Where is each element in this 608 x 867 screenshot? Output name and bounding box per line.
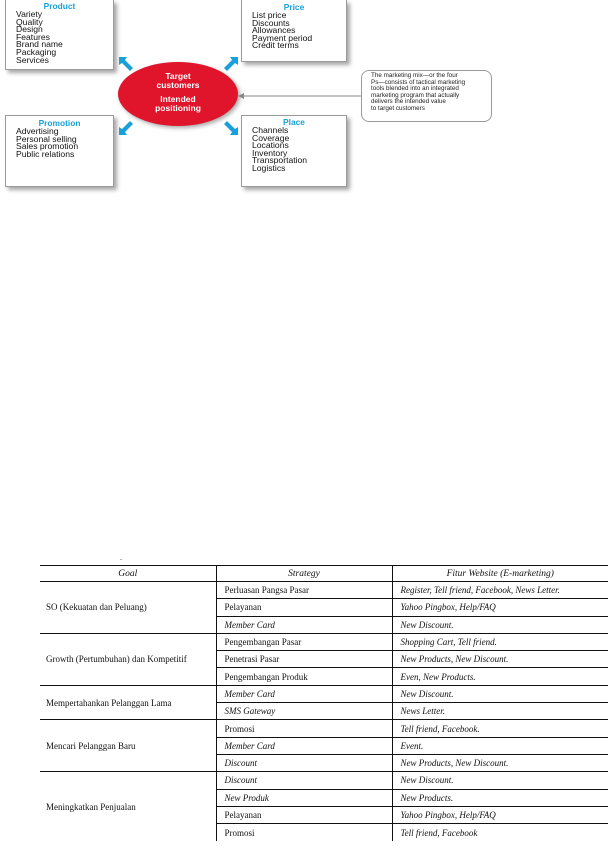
feature-cell: Yahoo Pingbox, Help/FAQ (392, 599, 608, 616)
product-item: Variety (16, 9, 43, 19)
stray-mark: - (120, 557, 122, 563)
strategy-cell: Pengembangan Pasar (216, 633, 392, 650)
goal-cell: Mempertahankan Pelanggan Lama (40, 685, 216, 720)
strategy-cell: Member Card (216, 616, 392, 633)
callout-line: The marketing mix—or the four (371, 72, 458, 79)
place-item: Locations (252, 140, 289, 151)
product-item: Quality (16, 16, 43, 27)
strategy-cell: Promosi (216, 720, 392, 737)
callout-line: to target customers (371, 104, 425, 112)
place-item: Channels (252, 125, 289, 135)
callout-line: tools blended into an integrated (371, 85, 459, 93)
price-item: Credit terms (252, 40, 299, 51)
callout-line: delivers the intended value (371, 98, 446, 106)
arrow-up-right-icon (117, 119, 135, 137)
table-row (40, 685, 608, 702)
place-box (241, 115, 347, 187)
place-item: Transportation (252, 155, 308, 166)
strategy-cell: SMS Gateway (216, 703, 392, 720)
price-title: Price (283, 2, 305, 12)
goal-cell: Mencari Pelanggan Baru (40, 720, 216, 772)
table-row (40, 772, 608, 789)
price-item: Discounts (252, 17, 290, 28)
center-line: Intended (160, 94, 196, 104)
strategy-cell: Member Card (216, 685, 392, 702)
strategy-cell: Discount (216, 754, 392, 771)
callout-line: Ps—consists of tactical marketing (371, 78, 466, 86)
strategy-cell: Penetrasi Pasar (216, 651, 392, 668)
promotion-box (5, 115, 114, 187)
product-title: Product (43, 1, 76, 11)
strategy-cell: Discount (216, 772, 392, 789)
center-line: customers (156, 79, 200, 90)
callout-line: marketing program that actually (371, 91, 460, 99)
table-header-row (40, 566, 608, 582)
center-line: positioning (155, 102, 201, 113)
feature-cell: News Letter. (392, 703, 608, 720)
promotion-item: Sales promotion (16, 141, 79, 152)
price-item: Payment period (252, 32, 313, 43)
center-line: Target (165, 71, 191, 81)
place-item: Logistics (252, 162, 286, 173)
table-row (40, 582, 608, 599)
strategy-cell: Pelayanan (216, 806, 392, 823)
strategy-cell: Promosi (216, 824, 392, 841)
goal-cell: Growth (Pertumbuhan) dan Kompetitif (40, 633, 216, 685)
arrow-up-left-icon (222, 119, 240, 137)
header-strategy: Strategy (216, 566, 392, 582)
strategy-cell: Member Card (216, 737, 392, 754)
strategy-cell: New Produk (216, 789, 392, 806)
marketing-mix-callout (361, 70, 492, 122)
arrow-down-left-icon (222, 55, 240, 73)
product-item: Services (16, 54, 49, 65)
target-customers-ellipse (118, 62, 238, 126)
feature-cell: Event. (392, 737, 608, 754)
place-title: Place (283, 117, 305, 127)
header-goal: Goal (40, 566, 216, 582)
feature-cell: New Discount. (392, 685, 608, 702)
feature-cell: Register, Tell friend, Facebook, News Letter. (392, 582, 608, 599)
goal-cell: SO (Kekuatan dan Peluang) (40, 582, 216, 634)
strategy-cell: Perluasan Pangsa Pasar (216, 582, 392, 599)
feature-cell: New Products, New Discount. (392, 651, 608, 668)
strategy-cell: Pelayanan (216, 599, 392, 616)
place-item: Coverage (252, 132, 290, 143)
strategy-cell: Pengembangan Produk (216, 668, 392, 685)
feature-cell: Shopping Cart, Tell friend. (392, 633, 608, 650)
promotion-title: Promotion (38, 118, 81, 128)
product-item: Packaging (16, 46, 57, 57)
product-item: Design (16, 24, 43, 35)
goal-cell: Meningkatkan Penjualan (46, 801, 136, 812)
table-row (40, 720, 608, 737)
table-row (40, 633, 608, 650)
promotion-item: Public relations (16, 148, 75, 159)
price-item: List price (252, 10, 287, 20)
strategy-table (40, 565, 608, 841)
feature-cell: Even, New Products. (392, 668, 608, 685)
header-feature: Fitur Website (E-marketing) (392, 566, 608, 582)
price-item: Allowances (252, 25, 296, 36)
feature-cell: Tell friend, Facebook (392, 824, 608, 841)
feature-cell: Yahoo Pingbox, Help/FAQ (392, 806, 608, 823)
price-box (241, 0, 347, 62)
place-item: Inventory (252, 147, 288, 158)
arrow-down-right-icon (117, 55, 135, 73)
callout-pointer-icon (238, 92, 362, 100)
feature-cell: New Discount. (392, 616, 608, 633)
promotion-item: Personal selling (16, 133, 77, 144)
product-item: Brand name (16, 39, 63, 50)
promotion-item: Advertising (16, 126, 59, 136)
feature-cell: New Discount. (392, 772, 608, 789)
product-item: Features (16, 31, 50, 42)
product-box (5, 0, 114, 70)
feature-cell: New Products, New Discount. (392, 754, 608, 771)
feature-cell: Tell friend, Facebook. (392, 720, 608, 737)
feature-cell: New Products. (392, 789, 608, 806)
